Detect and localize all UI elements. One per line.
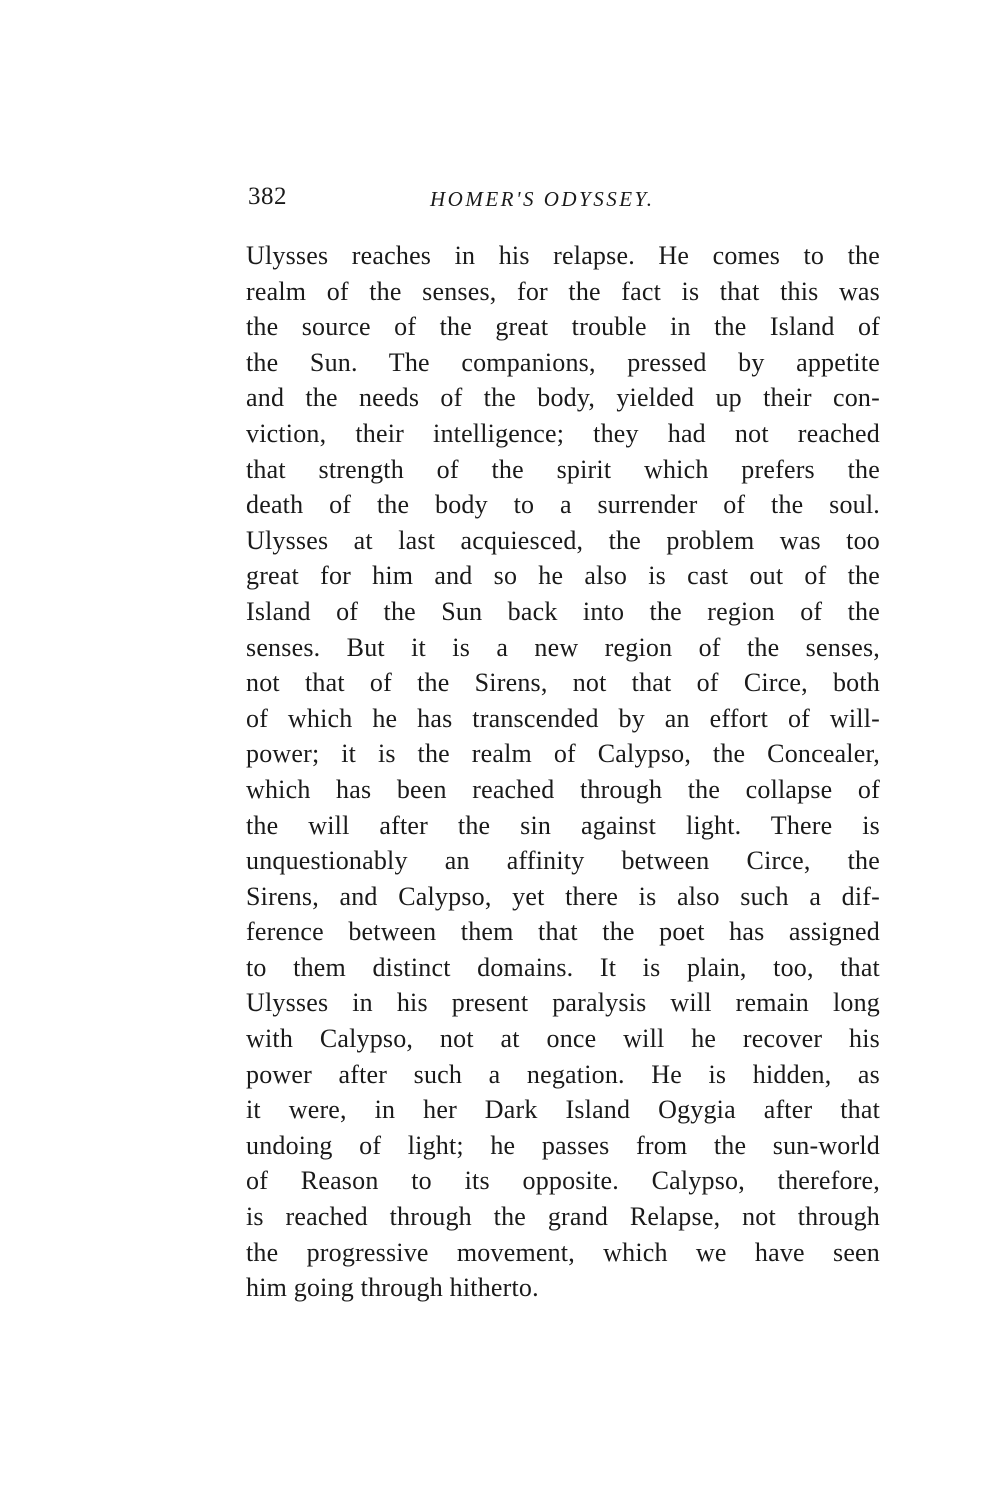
running-title: HOMER'S ODYSSEY. xyxy=(430,187,655,211)
text-line: unquestionably an affinity between Circe, the xyxy=(246,846,880,876)
text-line: with Calypso, not at once will he recover his xyxy=(246,1024,880,1054)
text-line: death of the body to a surrender of the soul. xyxy=(246,490,880,520)
text-line: the progressive movement, which we have seen xyxy=(246,1237,880,1267)
text-line: ference between them that the poet has assigned xyxy=(246,917,880,947)
text-line: Island of the Sun back into the region of the xyxy=(246,596,880,626)
text-line: that strength of the spirit which prefers the xyxy=(246,454,880,484)
text-line: Ulysses at last acquiesced, the problem was too xyxy=(246,525,880,555)
text-line: not that of the Sirens, not that of Circe, both xyxy=(246,668,880,698)
text-line: the will after the sin against light. There is xyxy=(246,810,880,840)
text-line: which has been reached through the collapse of xyxy=(246,774,880,804)
text-line: Ulysses in his present paralysis will remain long xyxy=(246,988,880,1018)
text-line: senses. But it is a new region of the senses, xyxy=(246,632,880,662)
text-line: him going through hitherto. xyxy=(246,1273,539,1303)
text-line: the Sun. The companions, pressed by appetite xyxy=(246,347,880,377)
text-line: it were, in her Dark Island Ogygia after that xyxy=(246,1095,880,1125)
text-line: viction, their intelligence; they had not reached xyxy=(246,418,880,448)
text-line: is reached through the grand Relapse, not through xyxy=(246,1202,880,1232)
text-line: Sirens, and Calypso, yet there is also such a dif- xyxy=(246,881,880,911)
text-line: of which he has transcended by an effort of will- xyxy=(246,703,880,733)
text-line: realm of the senses, for the fact is that this was xyxy=(246,276,880,306)
page-header xyxy=(248,183,708,223)
text-line: power; it is the realm of Calypso, the Concealer, xyxy=(246,739,880,769)
text-line: great for him and so he also is cast out of the xyxy=(246,561,880,591)
body-paragraph xyxy=(246,238,880,1306)
text-line: the source of the great trouble in the Island of xyxy=(246,312,880,342)
page-number: 382 xyxy=(248,183,287,210)
text-line: of Reason to its opposite. Calypso, therefore, xyxy=(246,1166,880,1196)
text-line: and the needs of the body, yielded up their con- xyxy=(246,383,880,413)
text-line: undoing of light; he passes from the sun-world xyxy=(246,1130,880,1160)
text-line: Ulysses reaches in his relapse. He comes to the xyxy=(246,241,880,270)
text-line: to them distinct domains. It is plain, too, that xyxy=(246,952,880,982)
text-line: power after such a negation. He is hidden, as xyxy=(246,1059,880,1089)
